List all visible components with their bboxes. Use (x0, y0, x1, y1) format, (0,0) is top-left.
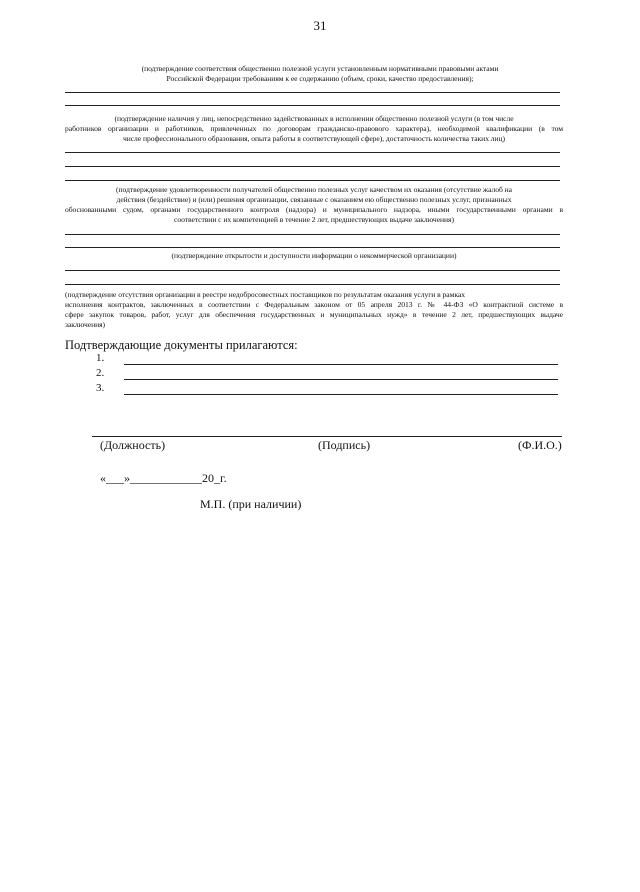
document-item-line[interactable] (124, 394, 558, 395)
caption-line: заключения) (65, 320, 106, 329)
document-item-line[interactable] (124, 364, 558, 365)
caption-line: (подтверждение наличия у лиц, непосредственно задействованных в исполнении общественно полезной услуги (в том числе (114, 114, 514, 123)
caption-compliance (70, 64, 570, 84)
caption-line: (подтверждение открытости и доступности информации о некоммерческой организации) (171, 251, 457, 260)
page-number: 31 (313, 18, 327, 33)
position-label: (Должность) (100, 438, 166, 452)
documents-heading: Подтверждающие документы прилагаются: (65, 338, 298, 352)
caption-line: (подтверждение отсутствия организации в реестре недобросовестных поставщиков по результатам оказания услуги в рамках (65, 290, 465, 299)
fill-line[interactable] (65, 166, 560, 167)
fill-line[interactable] (65, 284, 560, 285)
caption-line: сфере закупок товаров, работ, услуг для обеспечения государственных и муниципальных нужд» в течение 2 лет, предшествующих выдаче (65, 310, 563, 319)
fill-line[interactable] (65, 247, 560, 248)
caption-line: соответствии с их компетенцией в течение 2 лет, предшествующих выдаче заключения) (174, 215, 454, 224)
document-item-number: 2. (96, 367, 105, 379)
name-label: (Ф.И.О.) (518, 438, 562, 452)
caption-satisfaction (65, 185, 563, 225)
document-item-number: 1. (96, 352, 105, 364)
fill-line[interactable] (65, 105, 560, 106)
caption-line: (подтверждение удовлетворенности получателей общественно полезных услуг качеством их оказания (отсутствие жалоб на (116, 185, 512, 194)
fill-line[interactable] (65, 234, 560, 235)
fill-line[interactable] (65, 152, 560, 153)
signature-line[interactable] (92, 436, 562, 437)
caption-line: (подтверждение соответствия общественно полезной услуги установленным нормативными правовыми актами (141, 64, 499, 73)
caption-line: числе профессионального образования, опыта работы в соответствующей сфере), достаточность количества таких лиц) (122, 134, 506, 143)
stamp-label: М.П. (при наличии) (200, 497, 302, 511)
caption-line: исполнения контрактов, заключенных в соответствии с Федеральным законом от 05 апреля 2013 г. № 44-ФЗ «О контрактной системе в (65, 300, 563, 309)
fill-line[interactable] (65, 180, 560, 181)
caption-openness (65, 251, 563, 261)
caption-registry (65, 290, 563, 330)
caption-line: работников организации и работников, привлеченных по договорам гражданско-правового характера), необходимой квалификации (в том (65, 124, 563, 133)
caption-line: действия (бездействие) и (или) решения организации, связанные с оказанием ею общественно полезных услуг, признанных (116, 195, 512, 204)
fill-line[interactable] (65, 92, 560, 93)
fill-line[interactable] (65, 270, 560, 271)
date-line[interactable]: «___»____________20_г. (100, 471, 227, 485)
caption-line: обоснованными судом, органами государственного контроля (надзора) и муниципального надзора, иными государственными органами в (65, 205, 563, 214)
document-item-number: 3. (96, 382, 105, 394)
signature-label: (Подпись) (318, 438, 371, 452)
caption-qualification (65, 114, 563, 144)
document-item-line[interactable] (124, 379, 558, 380)
caption-line: Российской Федерации требованиям к ее содержанию (объем, сроки, качество предоставления); (166, 74, 474, 83)
